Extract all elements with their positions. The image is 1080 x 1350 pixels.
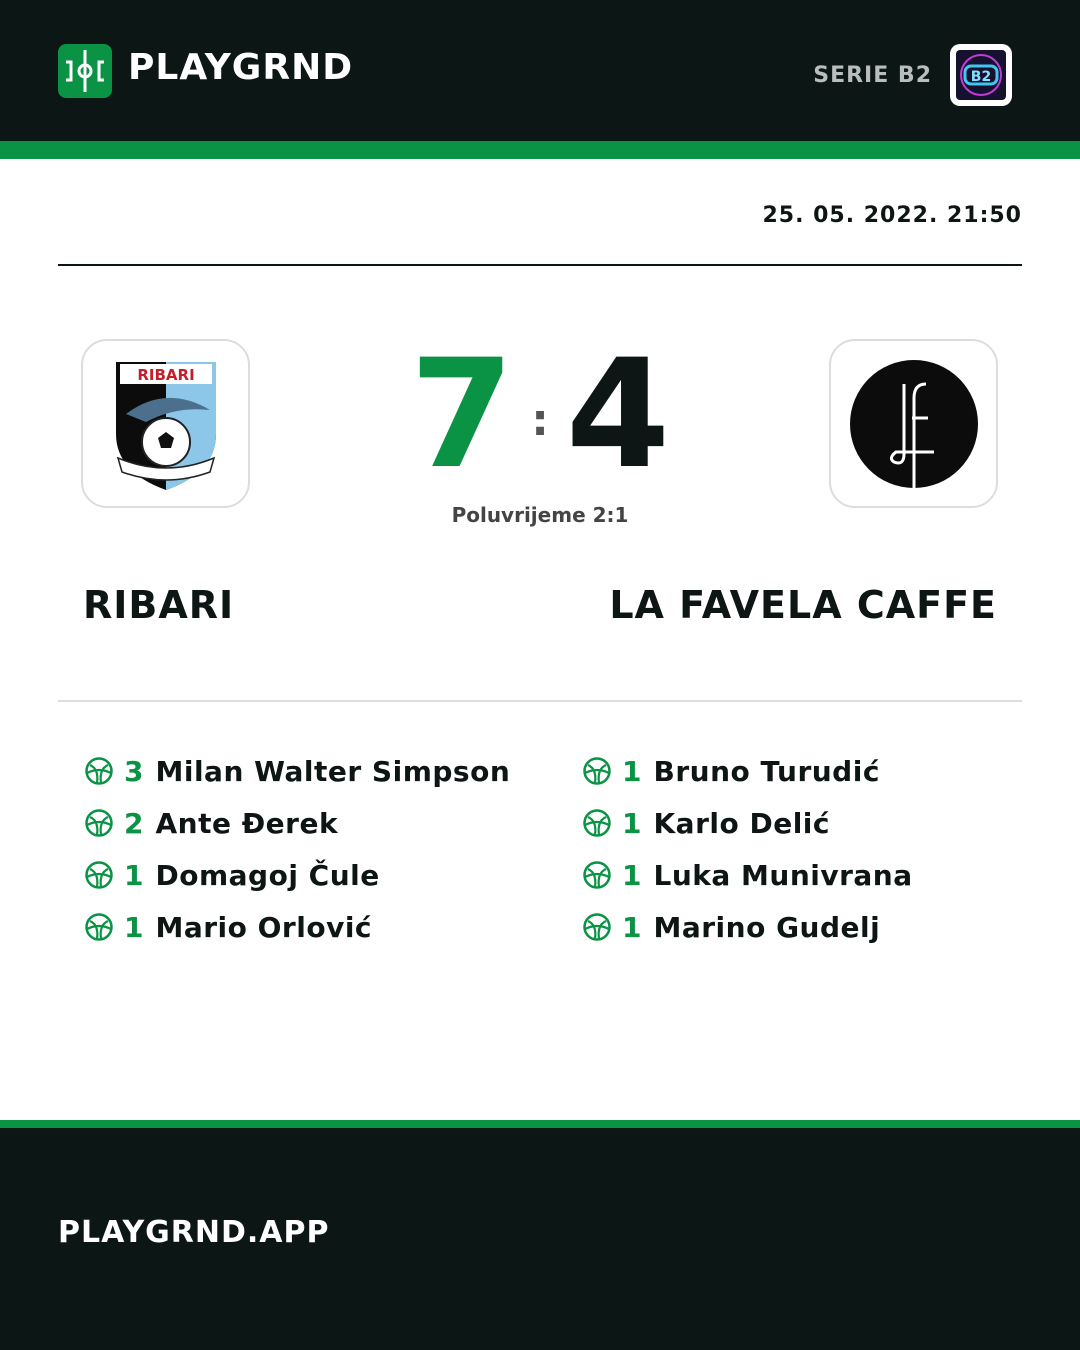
player-name: Mario Orlović <box>155 910 373 944</box>
goal-count: 1 <box>622 858 642 892</box>
scorer-row <box>582 901 913 953</box>
scorer-row <box>84 797 510 849</box>
away-score: 4 <box>565 328 671 502</box>
header <box>0 0 1080 141</box>
home-team-logo <box>81 339 250 508</box>
home-logo-text: RIBARI <box>136 365 195 384</box>
home-scorers <box>84 745 510 953</box>
home-score: 7 <box>409 328 515 502</box>
goal-count: 1 <box>124 910 144 944</box>
scorer-row <box>582 849 913 901</box>
player-name: Ante Đerek <box>155 806 339 840</box>
header-stripe <box>0 141 1080 159</box>
divider <box>58 264 1022 266</box>
goal-count: 1 <box>124 858 144 892</box>
ball-icon <box>84 912 114 942</box>
home-team-name: RIBARI <box>83 583 235 627</box>
scorer-row <box>84 901 510 953</box>
league-name: SERIE B2 <box>813 62 932 88</box>
league-logo <box>956 50 1006 100</box>
ball-icon <box>582 756 612 786</box>
scorer-row <box>582 745 913 797</box>
goal-count: 3 <box>124 754 144 788</box>
away-scorers <box>582 745 913 953</box>
ball-icon <box>84 808 114 838</box>
footer-stripe <box>0 1120 1080 1128</box>
footer-url[interactable]: PLAYGRND.APP <box>58 1215 330 1250</box>
league-badge <box>950 44 1012 106</box>
away-team-name: LA FAVELA CAFFE <box>609 583 997 627</box>
scorer-row <box>582 797 913 849</box>
pitch-icon <box>58 44 112 98</box>
match-datetime: 25. 05. 2022. 21:50 <box>762 203 1022 228</box>
halftime-score: Poluvrijeme 2:1 <box>451 503 629 527</box>
ball-icon <box>84 756 114 786</box>
ball-icon <box>84 860 114 890</box>
goal-count: 1 <box>622 910 642 944</box>
score-separator: : <box>531 395 549 446</box>
ball-icon <box>582 808 612 838</box>
player-name: Domagoj Čule <box>155 858 380 892</box>
ball-icon <box>582 860 612 890</box>
scorer-row <box>84 849 510 901</box>
goal-count: 2 <box>124 806 144 840</box>
divider <box>58 700 1022 702</box>
player-name: Marino Gudelj <box>653 910 881 944</box>
goal-count: 1 <box>622 754 642 788</box>
brand[interactable] <box>58 44 353 98</box>
player-name: Milan Walter Simpson <box>155 754 511 788</box>
player-name: Bruno Turudić <box>653 754 880 788</box>
league-badge-text: B2 <box>970 69 992 85</box>
away-team-logo <box>829 339 998 508</box>
scorer-row <box>84 745 510 797</box>
league <box>813 44 1012 106</box>
player-name: Karlo Delić <box>653 806 830 840</box>
goal-count: 1 <box>622 806 642 840</box>
ball-icon <box>582 912 612 942</box>
player-name: Luka Munivrana <box>653 858 913 892</box>
brand-name: PLAYGRND <box>128 47 354 88</box>
